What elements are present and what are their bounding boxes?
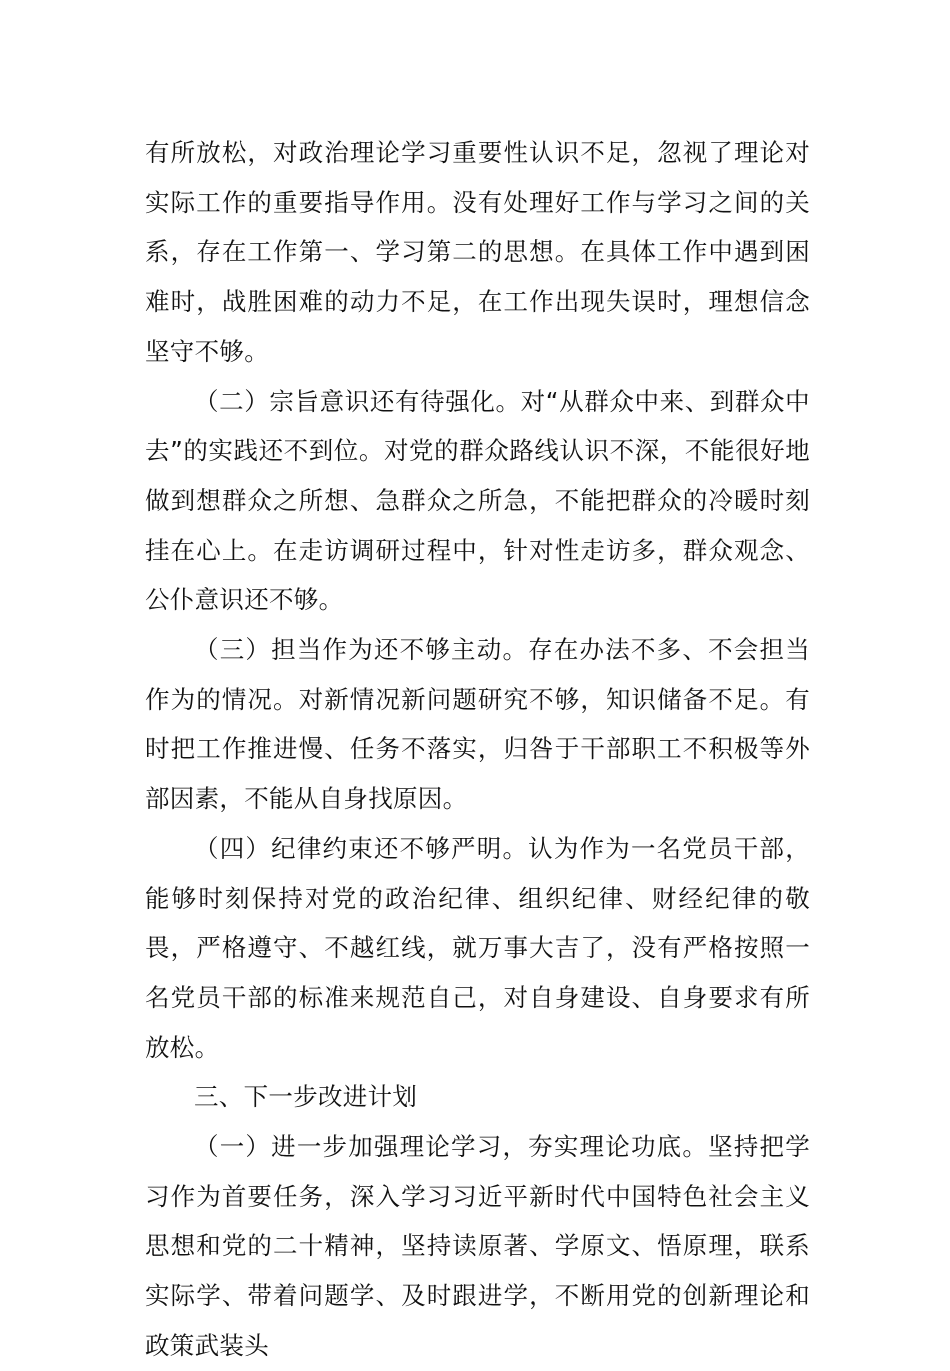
paragraph-continued-text: 有所放松，对政治理论学习重要性认识不足，忽视了理论对实际工作的重要指导作用。没有处理好工作与学习之间的关系，存在工作第一、学习第二的思想。在具体工作中遇到困难时，战胜困难的动力不足，在工作出现失误时，理想信念坚守不够。 [145,138,810,366]
paragraph-responsibility: （三）担当作为还不够主动。存在办法不多、不会担当作为的情况。对新情况新问题研究不够，知识储备不足。有时把工作推进慢、任务不落实，归咎于干部职工不积极等外部因素，不能从自身找原因。 [145,635,810,814]
document-body [145,128,810,1371]
paragraph-theory-study: （一）进一步加强理论学习，夯实理论功底。坚持把学习作为首要任务，深入学习习近平新时代中国特色社会主义思想和党的二十精神，坚持读原著、学原文、悟原理，联系实际学、带着问题学、及时跟进学，不断用党的创新理论和政策武装头 [145,1132,810,1360]
paragraph-discipline: （四）纪律约束还不够严明。认为作为一名党员干部，能够时刻保持对党的政治纪律、组织纪律、财经纪律的敬畏，严格遵守、不越红线，就万事大吉了，没有严格按照一名党员干部的标准来规范自己，对自身建设、自身要求有所放松。 [145,833,810,1062]
section-heading-improvement-plan: 三、下一步改进计划 [194,1082,418,1112]
paragraph-purpose-awareness: （二）宗旨意识还有待强化。对“从群众中来、到群众中去”的实践还不到位。对党的群众路线认识不深，不能很好地做到想群众之所想、急群众之所急，不能把群众的冷暖时刻挂在心上。在走访调研过程中，针对性走访多，群众观念、公仆意识还不够。 [145,386,810,615]
